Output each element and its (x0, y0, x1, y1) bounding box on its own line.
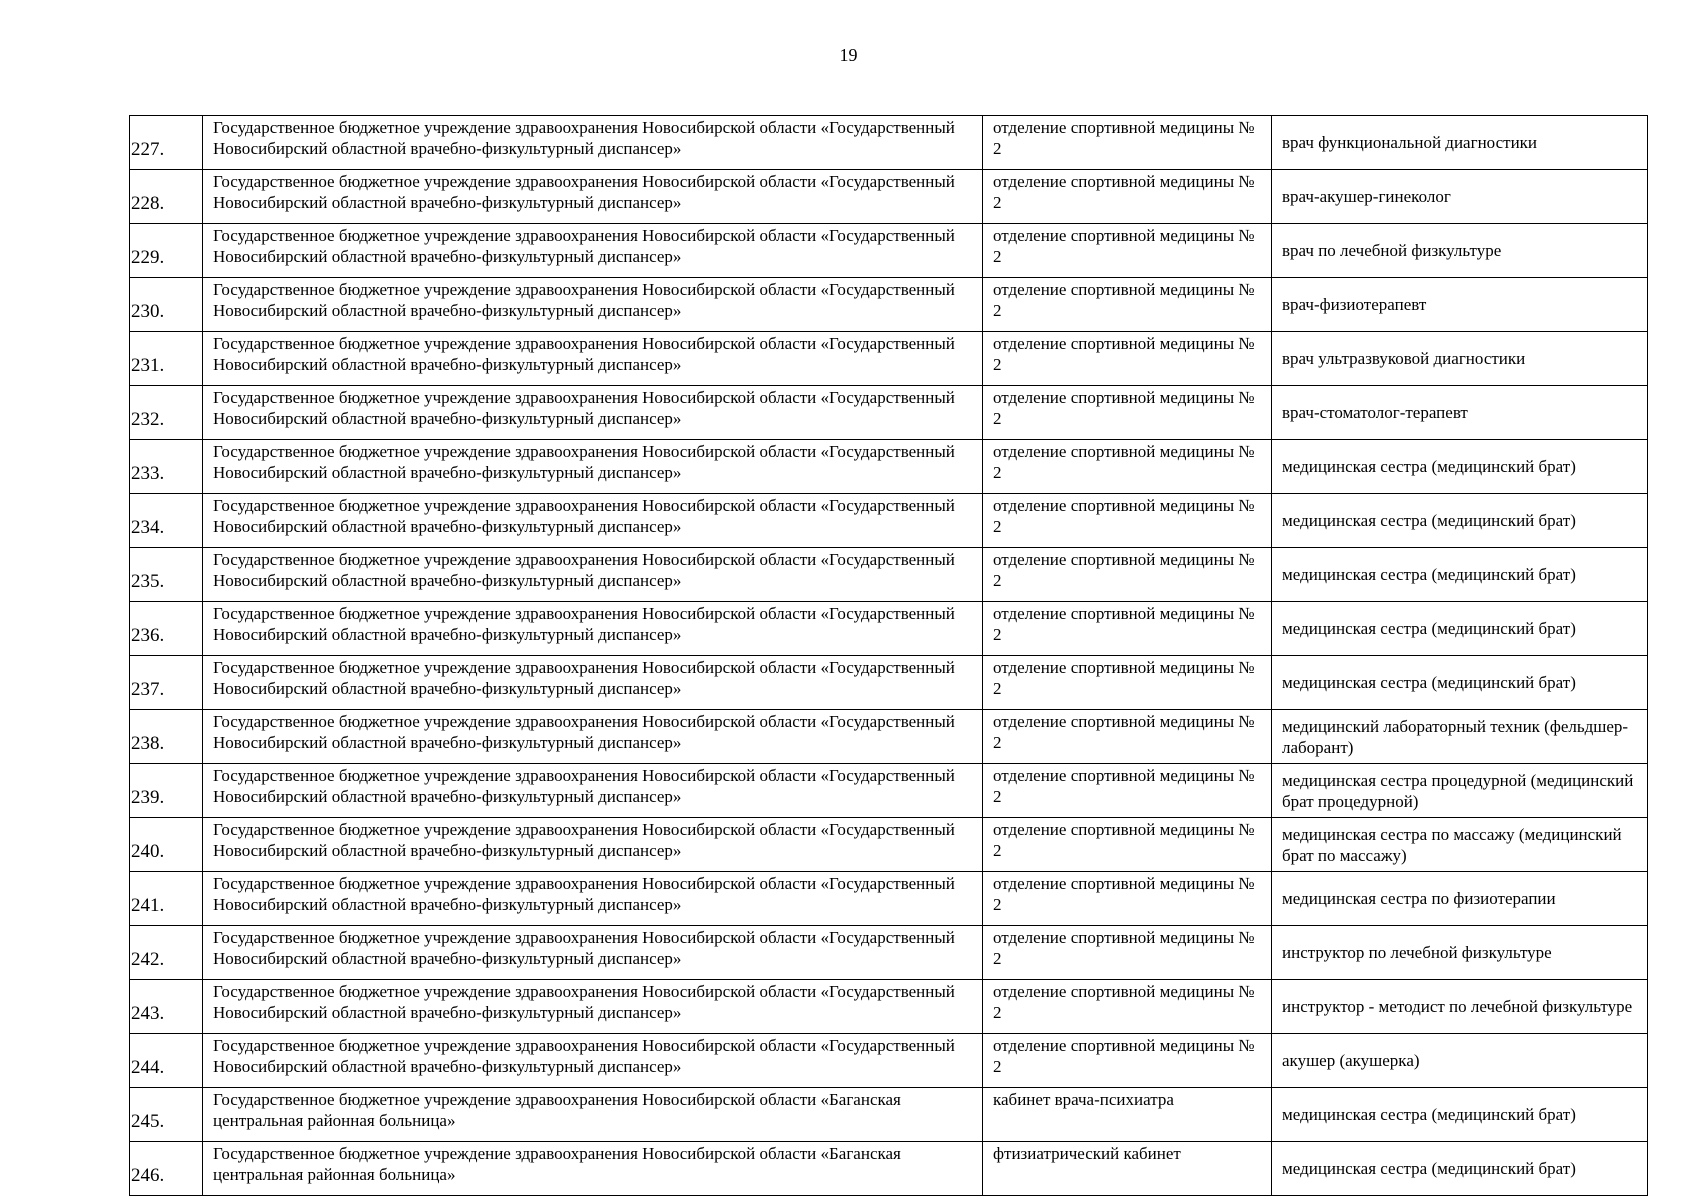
organization-name: Государственное бюджетное учреждение здравоохранения Новосибирской области «Баганская центральная районная больница» (203, 1088, 983, 1142)
table-row (130, 332, 1648, 386)
department-name: отделение спортивной медицины № 2 (983, 818, 1272, 872)
row-number: 227. (130, 116, 203, 170)
organization-name: Государственное бюджетное учреждение здравоохранения Новосибирской области «Государственный Новосибирский областной врачебно-физкультурный диспансер» (203, 1034, 983, 1088)
position-name: медицинская сестра процедурной (медицинский брат процедурной) (1272, 764, 1648, 818)
row-number: 231. (130, 332, 203, 386)
table-row (130, 386, 1648, 440)
department-name: отделение спортивной медицины № 2 (983, 872, 1272, 926)
row-number: 234. (130, 494, 203, 548)
table-row (130, 710, 1648, 764)
row-number: 228. (130, 170, 203, 224)
department-name: отделение спортивной медицины № 2 (983, 602, 1272, 656)
position-name: медицинская сестра по массажу (медицинский брат по массажу) (1272, 818, 1648, 872)
department-name: отделение спортивной медицины № 2 (983, 332, 1272, 386)
department-name: отделение спортивной медицины № 2 (983, 494, 1272, 548)
position-name: врач ультразвуковой диагностики (1272, 332, 1648, 386)
position-name: инструктор по лечебной физкультуре (1272, 926, 1648, 980)
table-row (130, 1034, 1648, 1088)
department-name: отделение спортивной медицины № 2 (983, 170, 1272, 224)
table-row (130, 494, 1648, 548)
row-number: 235. (130, 548, 203, 602)
table-row (130, 980, 1648, 1034)
organization-name: Государственное бюджетное учреждение здравоохранения Новосибирской области «Государственный Новосибирский областной врачебно-физкультурный диспансер» (203, 386, 983, 440)
position-name: врач-стоматолог-терапевт (1272, 386, 1648, 440)
department-name: отделение спортивной медицины № 2 (983, 926, 1272, 980)
position-name: акушер (акушерка) (1272, 1034, 1648, 1088)
organization-name: Государственное бюджетное учреждение здравоохранения Новосибирской области «Государственный Новосибирский областной врачебно-физкультурный диспансер» (203, 872, 983, 926)
table-row (130, 656, 1648, 710)
row-number: 237. (130, 656, 203, 710)
organization-name: Государственное бюджетное учреждение здравоохранения Новосибирской области «Государственный Новосибирский областной врачебно-физкультурный диспансер» (203, 710, 983, 764)
row-number: 229. (130, 224, 203, 278)
organization-name: Государственное бюджетное учреждение здравоохранения Новосибирской области «Государственный Новосибирский областной врачебно-физкультурный диспансер» (203, 278, 983, 332)
organization-name: Государственное бюджетное учреждение здравоохранения Новосибирской области «Государственный Новосибирский областной врачебно-физкультурный диспансер» (203, 818, 983, 872)
organization-name: Государственное бюджетное учреждение здравоохранения Новосибирской области «Государственный Новосибирский областной врачебно-физкультурный диспансер» (203, 764, 983, 818)
row-number: 239. (130, 764, 203, 818)
department-name: фтизиатрический кабинет (983, 1142, 1272, 1196)
table-row (130, 440, 1648, 494)
position-name: врач функциональной диагностики (1272, 116, 1648, 170)
organization-name: Государственное бюджетное учреждение здравоохранения Новосибирской области «Государственный Новосибирский областной врачебно-физкультурный диспансер» (203, 926, 983, 980)
position-name: врач по лечебной физкультуре (1272, 224, 1648, 278)
organization-name: Государственное бюджетное учреждение здравоохранения Новосибирской области «Государственный Новосибирский областной врачебно-физкультурный диспансер» (203, 440, 983, 494)
position-name: медицинская сестра (медицинский брат) (1272, 494, 1648, 548)
department-name: отделение спортивной медицины № 2 (983, 440, 1272, 494)
position-name: медицинская сестра (медицинский брат) (1272, 548, 1648, 602)
table-row (130, 818, 1648, 872)
table-row (130, 926, 1648, 980)
department-name: отделение спортивной медицины № 2 (983, 116, 1272, 170)
row-number: 242. (130, 926, 203, 980)
table-row (130, 872, 1648, 926)
table-row (130, 764, 1648, 818)
position-name: инструктор - методист по лечебной физкультуре (1272, 980, 1648, 1034)
table-row (130, 602, 1648, 656)
row-number: 238. (130, 710, 203, 764)
row-number: 243. (130, 980, 203, 1034)
department-name: отделение спортивной медицины № 2 (983, 710, 1272, 764)
department-name: отделение спортивной медицины № 2 (983, 656, 1272, 710)
position-name: медицинская сестра (медицинский брат) (1272, 656, 1648, 710)
organization-name: Государственное бюджетное учреждение здравоохранения Новосибирской области «Государственный Новосибирский областной врачебно-физкультурный диспансер» (203, 980, 983, 1034)
department-name: отделение спортивной медицины № 2 (983, 1034, 1272, 1088)
organization-name: Государственное бюджетное учреждение здравоохранения Новосибирской области «Государственный Новосибирский областной врачебно-физкультурный диспансер» (203, 548, 983, 602)
page-number: 19 (839, 45, 858, 65)
position-name: врач-акушер-гинеколог (1272, 170, 1648, 224)
table-row (130, 224, 1648, 278)
position-name: медицинский лабораторный техник (фельдшер-лаборант) (1272, 710, 1648, 764)
row-number: 246. (130, 1142, 203, 1196)
table-row (130, 1142, 1648, 1196)
organization-name: Государственное бюджетное учреждение здравоохранения Новосибирской области «Государственный Новосибирский областной врачебно-физкультурный диспансер» (203, 656, 983, 710)
organization-name: Государственное бюджетное учреждение здравоохранения Новосибирской области «Государственный Новосибирский областной врачебно-физкультурный диспансер» (203, 170, 983, 224)
table-row (130, 170, 1648, 224)
position-name: медицинская сестра (медицинский брат) (1272, 1142, 1648, 1196)
table-row (130, 278, 1648, 332)
organization-name: Государственное бюджетное учреждение здравоохранения Новосибирской области «Государственный Новосибирский областной врачебно-физкультурный диспансер» (203, 224, 983, 278)
organization-name: Государственное бюджетное учреждение здравоохранения Новосибирской области «Государственный Новосибирский областной врачебно-физкультурный диспансер» (203, 494, 983, 548)
organization-name: Государственное бюджетное учреждение здравоохранения Новосибирской области «Баганская центральная районная больница» (203, 1142, 983, 1196)
department-name: кабинет врача-психиатра (983, 1088, 1272, 1142)
position-name: врач-физиотерапевт (1272, 278, 1648, 332)
table-row (130, 1088, 1648, 1142)
department-name: отделение спортивной медицины № 2 (983, 764, 1272, 818)
register-table (129, 115, 1648, 1196)
position-name: медицинская сестра по физиотерапии (1272, 872, 1648, 926)
department-name: отделение спортивной медицины № 2 (983, 548, 1272, 602)
row-number: 245. (130, 1088, 203, 1142)
row-number: 244. (130, 1034, 203, 1088)
row-number: 241. (130, 872, 203, 926)
row-number: 233. (130, 440, 203, 494)
department-name: отделение спортивной медицины № 2 (983, 980, 1272, 1034)
organization-name: Государственное бюджетное учреждение здравоохранения Новосибирской области «Государственный Новосибирский областной врачебно-физкультурный диспансер» (203, 602, 983, 656)
organization-name: Государственное бюджетное учреждение здравоохранения Новосибирской области «Государственный Новосибирский областной врачебно-физкультурный диспансер» (203, 116, 983, 170)
table-row (130, 116, 1648, 170)
position-name: медицинская сестра (медицинский брат) (1272, 440, 1648, 494)
department-name: отделение спортивной медицины № 2 (983, 278, 1272, 332)
row-number: 240. (130, 818, 203, 872)
row-number: 236. (130, 602, 203, 656)
row-number: 230. (130, 278, 203, 332)
organization-name: Государственное бюджетное учреждение здравоохранения Новосибирской области «Государственный Новосибирский областной врачебно-физкультурный диспансер» (203, 332, 983, 386)
position-name: медицинская сестра (медицинский брат) (1272, 602, 1648, 656)
row-number: 232. (130, 386, 203, 440)
department-name: отделение спортивной медицины № 2 (983, 386, 1272, 440)
department-name: отделение спортивной медицины № 2 (983, 224, 1272, 278)
position-name: медицинская сестра (медицинский брат) (1272, 1088, 1648, 1142)
register-table-body (130, 116, 1648, 1196)
table-row (130, 548, 1648, 602)
